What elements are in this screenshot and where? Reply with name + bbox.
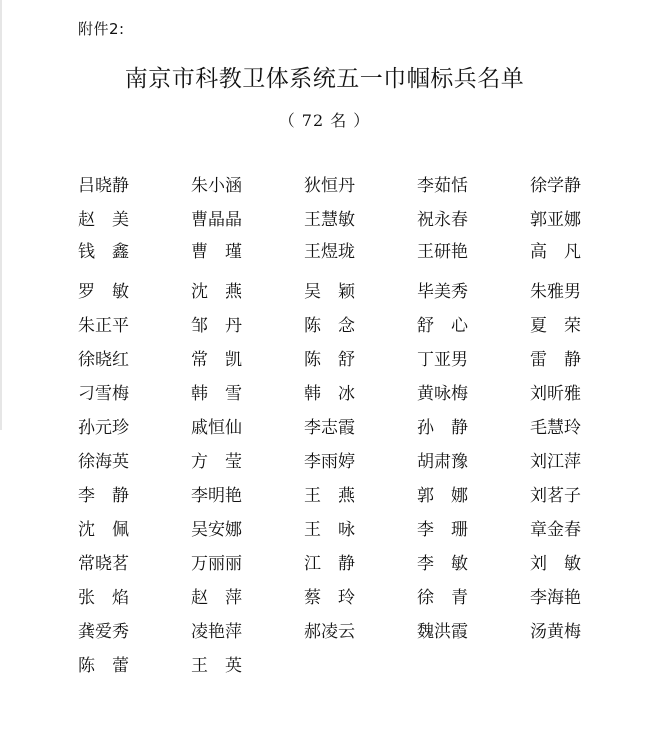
- name-entry: 黄咏梅: [417, 384, 468, 404]
- name-entry: 王 燕: [304, 486, 355, 506]
- document-title: 南京市科教卫体系统五一巾帼标兵名单: [124, 66, 525, 92]
- name-entry: 徐 青: [417, 588, 468, 608]
- name-entry: 刘江萍: [530, 452, 581, 472]
- name-entry: 吴安娜: [191, 520, 242, 540]
- name-entry: 孙元珍: [78, 418, 129, 438]
- name-entry: 江 静: [304, 554, 355, 574]
- name-entry: 夏 荣: [530, 316, 581, 336]
- name-entry: 刘 敏: [530, 554, 581, 574]
- name-entry: 舒 心: [417, 316, 468, 336]
- name-entry: 蔡 玲: [304, 588, 355, 608]
- name-entry: 郝凌云: [304, 622, 355, 642]
- name-entry: 王研艳: [417, 242, 468, 262]
- name-entry: 陈 念: [304, 316, 355, 336]
- name-entry: 吕晓静: [78, 176, 129, 196]
- name-entry: 王煜珑: [304, 242, 355, 262]
- name-entry: 郭 娜: [417, 486, 468, 506]
- name-entry: 吴 颖: [304, 282, 355, 302]
- name-entry: 祝永春: [417, 210, 468, 230]
- name-entry: 雷 静: [530, 350, 581, 370]
- name-entry: 沈 佩: [78, 520, 129, 540]
- name-entry: 李海艳: [530, 588, 581, 608]
- name-entry: 朱正平: [78, 316, 129, 336]
- name-entry: 胡肃豫: [417, 452, 468, 472]
- name-entry: 李 静: [78, 486, 129, 506]
- name-entry: 赵 萍: [191, 588, 242, 608]
- name-entry: 狄恒丹: [304, 176, 355, 196]
- name-entry: 刁雪梅: [78, 384, 129, 404]
- name-entry: 孙 静: [417, 418, 468, 438]
- name-entry: 陈 舒: [304, 350, 355, 370]
- name-entry: 韩 雪: [191, 384, 242, 404]
- name-entry: 张 焰: [78, 588, 129, 608]
- name-entry: 刘茗子: [530, 486, 581, 506]
- name-entry: 曹 瑾: [191, 242, 242, 262]
- name-entry: 王慧敏: [304, 210, 355, 230]
- name-entry: 陈 蕾: [78, 656, 129, 676]
- name-entry: 常晓茗: [78, 554, 129, 574]
- name-count: （ 72 名 ）: [278, 111, 371, 130]
- name-entry: 徐晓红: [78, 350, 129, 370]
- name-entry: 毛慧玲: [530, 418, 581, 438]
- name-entry: 赵 美: [78, 210, 129, 230]
- name-entry: 万丽丽: [191, 554, 242, 574]
- name-entry: 郭亚娜: [530, 210, 581, 230]
- name-entry: 王 咏: [304, 520, 355, 540]
- name-entry: 龚爱秀: [78, 622, 129, 642]
- name-entry: 钱 鑫: [78, 242, 129, 262]
- name-entry: 丁亚男: [417, 350, 468, 370]
- name-entry: 毕美秀: [417, 282, 468, 302]
- name-entry: 常 凯: [191, 350, 242, 370]
- name-entry: 李 敏: [417, 554, 468, 574]
- name-entry: 高 凡: [530, 242, 581, 262]
- name-entry: 戚恒仙: [191, 418, 242, 438]
- name-entry: 李茹恬: [417, 176, 468, 196]
- name-entry: 朱雅男: [530, 282, 581, 302]
- name-entry: 徐海英: [78, 452, 129, 472]
- name-entry: 魏洪霞: [417, 622, 468, 642]
- name-entry: 沈 燕: [191, 282, 242, 302]
- name-entry: 凌艳萍: [191, 622, 242, 642]
- name-entry: 罗 敏: [78, 282, 129, 302]
- attachment-label: 附件2:: [78, 20, 125, 38]
- name-entry: 李明艳: [191, 486, 242, 506]
- name-entry: 徐学静: [530, 176, 581, 196]
- name-entry: 邹 丹: [191, 316, 242, 336]
- name-entry: 汤黄梅: [530, 622, 581, 642]
- name-entry: 王 英: [191, 656, 242, 676]
- name-entry: 李 珊: [417, 520, 468, 540]
- name-entry: 曹晶晶: [191, 210, 242, 230]
- name-entry: 朱小涵: [191, 176, 242, 196]
- name-entry: 刘昕雅: [530, 384, 581, 404]
- name-entry: 方 莹: [191, 452, 242, 472]
- name-entry: 李志霞: [304, 418, 355, 438]
- name-entry: 韩 冰: [304, 384, 355, 404]
- name-entry: 章金春: [530, 520, 581, 540]
- name-entry: 李雨婷: [304, 452, 355, 472]
